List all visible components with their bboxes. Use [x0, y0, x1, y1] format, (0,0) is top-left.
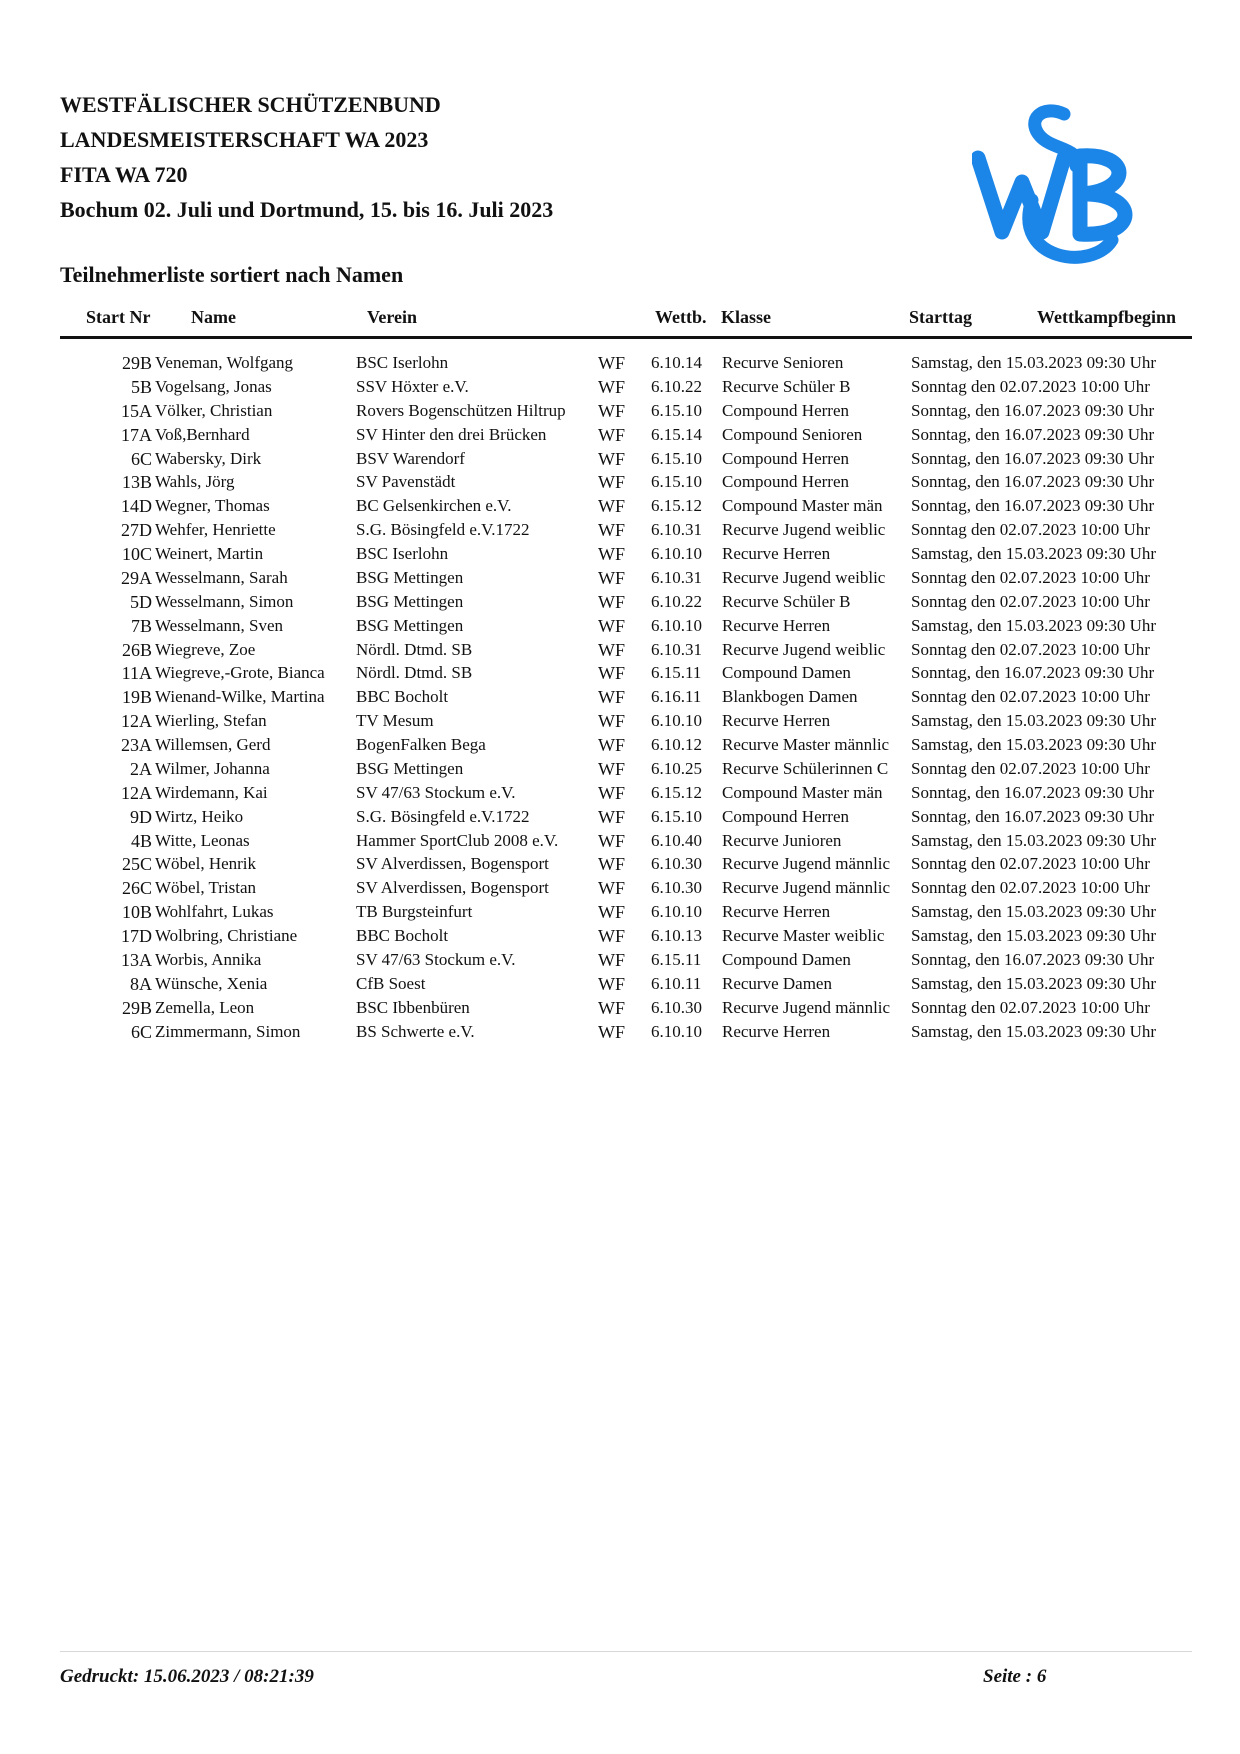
cell-wf: WF: [598, 735, 625, 755]
table-row: [0, 520, 1240, 544]
cell-wettb: 6.15.10: [651, 400, 702, 420]
cell-starttag: Sonntag, den 16.07.2023 09:30 Uhr: [911, 496, 1155, 516]
cell-verein: SV Alverdissen, Bogensport: [356, 854, 549, 874]
cell-wettb: 6.10.10: [651, 711, 702, 731]
cell-verein: BSG Mettingen: [356, 615, 464, 635]
cell-wettb: 6.15.12: [651, 782, 702, 802]
cell-wettb: 6.10.10: [651, 1021, 702, 1041]
cell-starttag: Samstag, den 15.03.2023 09:30 Uhr: [911, 711, 1157, 731]
cell-starttag: Sonntag den 02.07.2023 10:00 Uhr: [911, 639, 1150, 659]
cell-name: Wegner, Thomas: [155, 496, 270, 516]
printed-timestamp: Gedruckt: 15.06.2023 / 08:21:39: [60, 1666, 314, 1687]
cell-verein: SV Hinter den drei Brücken: [356, 424, 547, 444]
cell-start: 6C: [130, 448, 152, 469]
cell-klasse: Recurve Jugend weiblic: [722, 520, 886, 540]
cell-wettb: 6.10.12: [651, 735, 702, 754]
cell-klasse: Recurve Herren: [722, 615, 831, 635]
cell-verein: Nördl. Dtmd. SB: [356, 639, 473, 659]
cell-wettb: 6.10.30: [651, 878, 702, 898]
cell-verein: BBC Bocholt: [356, 687, 449, 707]
cell-name: Vogelsang, Jonas: [155, 376, 272, 396]
cell-start: 12A: [121, 711, 152, 732]
cell-wettb: 6.15.14: [651, 424, 702, 444]
cell-wettb: 6.10.10: [651, 615, 702, 635]
cell-verein: BSC Iserlohn: [356, 544, 449, 563]
cell-verein: SV 47/63 Stockum e.V.: [356, 782, 516, 802]
header-rule: [60, 336, 1192, 339]
cell-start: 11A: [121, 663, 152, 684]
table-row: [0, 425, 1240, 449]
cell-klasse: Compound Master män: [722, 782, 883, 802]
cell-wf: WF: [598, 758, 625, 779]
cell-start: 27D: [121, 520, 152, 541]
cell-name: Wesselmann, Sarah: [155, 567, 288, 587]
cell-name: Völker, Christian: [155, 400, 273, 420]
cell-name: Wiegreve, Zoe: [155, 639, 256, 659]
cell-start: 14D: [121, 496, 152, 517]
cell-verein: SV Alverdissen, Bogensport: [356, 878, 549, 898]
col-header-starttag: Starttag: [909, 307, 972, 327]
cell-start: 9D: [130, 806, 152, 827]
cell-name: Wahls, Jörg: [155, 472, 235, 492]
table-row: [0, 663, 1240, 687]
cell-start: 10C: [121, 544, 152, 564]
cell-start: 15A: [121, 400, 152, 421]
cell-name: Wesselmann, Simon: [155, 591, 294, 611]
cell-start: 5B: [130, 376, 152, 397]
cell-start: 10B: [121, 902, 152, 923]
cell-starttag: Sonntag, den 16.07.2023 09:30 Uhr: [911, 448, 1155, 468]
cell-wettb: 6.10.22: [651, 591, 702, 611]
cell-start: 26C: [121, 878, 152, 899]
cell-name: Zimmermann, Simon: [155, 1021, 301, 1041]
table-row: [0, 401, 1240, 425]
cell-verein: SV Pavenstädt: [356, 472, 456, 492]
cell-start: 19B: [121, 687, 152, 708]
cell-name: Wöbel, Tristan: [155, 878, 257, 898]
cell-verein: TB Burgsteinfurt: [356, 902, 473, 922]
cell-klasse: Compound Senioren: [722, 424, 863, 444]
cell-starttag: Sonntag, den 16.07.2023 09:30 Uhr: [911, 782, 1155, 802]
cell-name: Wolbring, Christiane: [155, 926, 298, 945]
cell-wf: WF: [598, 782, 625, 803]
table-row: [0, 544, 1240, 568]
cell-starttag: Sonntag den 02.07.2023 10:00 Uhr: [911, 878, 1150, 898]
cell-starttag: Sonntag den 02.07.2023 10:00 Uhr: [911, 687, 1150, 707]
cell-klasse: Compound Damen: [722, 663, 851, 683]
cell-verein: BogenFalken Bega: [356, 735, 486, 754]
cell-wf: WF: [598, 878, 625, 899]
cell-wf: WF: [598, 567, 625, 588]
cell-name: Wünsche, Xenia: [155, 973, 268, 993]
col-header-name: Name: [191, 307, 236, 327]
cell-wettb: 6.10.30: [651, 854, 702, 874]
cell-verein: SSV Höxter e.V.: [356, 376, 469, 396]
cell-wettb: 6.10.22: [651, 376, 702, 396]
cell-start: 26B: [121, 639, 152, 660]
table-row: [0, 377, 1240, 401]
cell-wettb: 6.15.12: [651, 496, 702, 516]
cell-name: Witte, Leonas: [155, 830, 250, 850]
cell-verein: BBC Bocholt: [356, 926, 449, 945]
title-venue-dates: Bochum 02. Juli und Dortmund, 15. bis 16. Juli 2023: [60, 197, 554, 222]
cell-wf: WF: [598, 973, 625, 994]
cell-wf: WF: [598, 806, 625, 827]
cell-name: Wilmer, Johanna: [155, 758, 270, 778]
cell-verein: BSC Iserlohn: [356, 353, 449, 372]
cell-name: Voß,Bernhard: [155, 424, 250, 444]
page-number: Seite : 6: [983, 1666, 1047, 1687]
col-header-start-nr: Start Nr: [86, 307, 151, 327]
cell-klasse: Recurve Jugend männlic: [722, 854, 891, 874]
cell-name: Wiegreve,-Grote, Bianca: [155, 663, 325, 683]
cell-wf: WF: [598, 520, 625, 541]
cell-klasse: Recurve Herren: [722, 544, 831, 563]
col-header-klasse: Klasse: [721, 307, 772, 327]
cell-wettb: 6.10.31: [651, 520, 702, 540]
cell-name: Wöbel, Henrik: [155, 854, 257, 874]
cell-klasse: Compound Damen: [722, 949, 851, 969]
table-row: [0, 878, 1240, 902]
cell-wettb: 6.10.25: [651, 758, 702, 778]
cell-starttag: Samstag, den 15.03.2023 09:30 Uhr: [911, 353, 1157, 372]
cell-klasse: Compound Herren: [722, 400, 850, 420]
cell-klasse: Recurve Senioren: [722, 353, 844, 372]
participant-table: [0, 353, 1240, 1045]
cell-wf: WF: [598, 400, 625, 421]
table-row: [0, 568, 1240, 592]
cell-klasse: Recurve Junioren: [722, 830, 842, 850]
cell-starttag: Sonntag, den 16.07.2023 09:30 Uhr: [911, 949, 1155, 969]
cell-klasse: Compound Herren: [722, 472, 850, 492]
cell-start: 13B: [121, 472, 152, 493]
cell-starttag: Samstag, den 15.03.2023 09:30 Uhr: [911, 830, 1157, 850]
cell-name: Worbis, Annika: [155, 949, 262, 969]
cell-wf: WF: [598, 949, 625, 970]
table-row: [0, 854, 1240, 878]
cell-wettb: 6.10.31: [651, 567, 702, 587]
cell-verein: TV Mesum: [356, 711, 434, 731]
title-federation: WESTFÄLISCHER SCHÜTZENBUND: [60, 92, 441, 117]
cell-start: 12A: [121, 782, 152, 803]
cell-wf: WF: [598, 448, 625, 469]
cell-start: 7B: [130, 615, 152, 636]
table-row: [0, 711, 1240, 735]
col-header-wettkampfbeginn: Wettkampfbeginn: [1037, 307, 1177, 327]
cell-wettb: 6.10.30: [651, 997, 702, 1017]
cell-wf: WF: [598, 711, 625, 732]
cell-starttag: Sonntag den 02.07.2023 10:00 Uhr: [911, 591, 1150, 611]
table-row: [0, 759, 1240, 783]
cell-wettb: 6.10.14: [651, 353, 702, 372]
cell-starttag: Samstag, den 15.03.2023 09:30 Uhr: [911, 615, 1157, 635]
cell-klasse: Recurve Schüler B: [722, 591, 851, 611]
cell-wf: WF: [598, 353, 625, 373]
cell-starttag: Sonntag den 02.07.2023 10:00 Uhr: [911, 376, 1150, 396]
cell-wf: WF: [598, 854, 625, 875]
cell-start: 23A: [121, 735, 152, 755]
table-row: [0, 998, 1240, 1022]
cell-klasse: Compound Master män: [722, 496, 883, 516]
cell-verein: S.G. Bösingfeld e.V.1722: [356, 520, 530, 540]
table-row: [0, 353, 1240, 377]
cell-klasse: Recurve Schülerinnen C: [722, 758, 889, 778]
cell-name: Wohlfahrt, Lukas: [155, 902, 274, 922]
cell-starttag: Samstag, den 15.03.2023 09:30 Uhr: [911, 902, 1157, 922]
cell-name: Weinert, Martin: [155, 544, 264, 563]
cell-wf: WF: [598, 997, 625, 1018]
cell-wettb: 6.15.10: [651, 806, 702, 826]
cell-start: 8A: [130, 973, 152, 994]
cell-starttag: Samstag, den 15.03.2023 09:30 Uhr: [911, 1021, 1157, 1041]
cell-starttag: Sonntag, den 16.07.2023 09:30 Uhr: [911, 663, 1155, 683]
cell-start: 29A: [121, 567, 152, 588]
cell-klasse: Recurve Master männlic: [722, 735, 890, 754]
cell-wf: WF: [598, 472, 625, 493]
cell-klasse: Recurve Herren: [722, 711, 831, 731]
table-row: [0, 687, 1240, 711]
cell-verein: S.G. Bösingfeld e.V.1722: [356, 806, 530, 826]
cell-name: Wehfer, Henriette: [155, 520, 276, 540]
table-row: [0, 974, 1240, 998]
cell-name: Zemella, Leon: [155, 997, 255, 1017]
table-row: [0, 735, 1240, 759]
cell-klasse: Recurve Herren: [722, 902, 831, 922]
cell-klasse: Recurve Damen: [722, 973, 832, 993]
cell-name: Wirtz, Heiko: [155, 806, 244, 826]
cell-klasse: Recurve Jugend männlic: [722, 997, 891, 1017]
cell-starttag: Samstag, den 15.03.2023 09:30 Uhr: [911, 973, 1157, 993]
cell-wf: WF: [598, 687, 625, 708]
table-row: [0, 950, 1240, 974]
cell-wettb: 6.10.10: [651, 544, 702, 563]
col-header-verein: Verein: [367, 307, 418, 327]
cell-verein: BSC Ibbenbüren: [356, 997, 470, 1017]
cell-verein: SV 47/63 Stockum e.V.: [356, 949, 516, 969]
cell-start: 4B: [130, 830, 152, 851]
cell-klasse: Blankbogen Damen: [722, 687, 858, 707]
cell-wf: WF: [598, 639, 625, 660]
cell-start: 13A: [121, 949, 152, 970]
cell-wf: WF: [598, 591, 625, 612]
list-subtitle: Teilnehmerliste sortiert nach Namen: [60, 262, 404, 287]
cell-verein: Hammer SportClub 2008 e.V.: [356, 830, 559, 850]
cell-wf: WF: [598, 376, 625, 397]
cell-name: Wabersky, Dirk: [155, 448, 262, 468]
cell-klasse: Recurve Master weiblic: [722, 926, 885, 945]
cell-klasse: Recurve Herren: [722, 1021, 831, 1041]
table-row: [0, 807, 1240, 831]
cell-verein: Nördl. Dtmd. SB: [356, 663, 473, 683]
cell-starttag: Samstag, den 15.03.2023 09:30 Uhr: [911, 735, 1157, 754]
cell-name: Veneman, Wolfgang: [155, 353, 294, 372]
table-row: [0, 831, 1240, 855]
cell-wettb: 6.10.13: [651, 926, 702, 945]
cell-starttag: Sonntag den 02.07.2023 10:00 Uhr: [911, 997, 1150, 1017]
cell-starttag: Samstag, den 15.03.2023 09:30 Uhr: [911, 926, 1157, 945]
cell-wettb: 6.16.11: [651, 687, 702, 707]
cell-start: 5D: [130, 591, 152, 612]
table-row: [0, 616, 1240, 640]
cell-start: 6C: [130, 1021, 152, 1042]
cell-starttag: Sonntag den 02.07.2023 10:00 Uhr: [911, 758, 1150, 778]
cell-name: Wierling, Stefan: [155, 711, 267, 731]
cell-start: 29B: [121, 353, 152, 373]
cell-start: 29B: [121, 997, 152, 1018]
table-row: [0, 902, 1240, 926]
wsb-logo: [972, 100, 1152, 270]
table-row: [0, 1022, 1240, 1046]
cell-wf: WF: [598, 544, 625, 564]
cell-wettb: 6.10.40: [651, 830, 702, 850]
cell-starttag: Sonntag, den 16.07.2023 09:30 Uhr: [911, 400, 1155, 420]
cell-starttag: Sonntag den 02.07.2023 10:00 Uhr: [911, 567, 1150, 587]
cell-wf: WF: [598, 926, 625, 946]
table-row: [0, 783, 1240, 807]
cell-start: 17D: [121, 926, 152, 946]
cell-wettb: 6.15.10: [651, 472, 702, 492]
cell-wf: WF: [598, 496, 625, 517]
cell-klasse: Compound Herren: [722, 448, 850, 468]
table-row: [0, 926, 1240, 950]
cell-wf: WF: [598, 615, 625, 636]
title-championship: LANDESMEISTERSCHAFT WA 2023: [60, 127, 429, 152]
cell-verein: BS Schwerte e.V.: [356, 1021, 475, 1041]
cell-wettb: 6.15.10: [651, 448, 702, 468]
cell-wettb: 6.10.11: [651, 973, 702, 993]
cell-klasse: Recurve Schüler B: [722, 376, 851, 396]
table-row: [0, 496, 1240, 520]
cell-wettb: 6.10.31: [651, 639, 702, 659]
cell-starttag: Sonntag den 02.07.2023 10:00 Uhr: [911, 854, 1150, 874]
table-row: [0, 472, 1240, 496]
cell-klasse: Compound Herren: [722, 806, 850, 826]
footer-rule: [60, 1651, 1192, 1652]
cell-name: Wesselmann, Sven: [155, 615, 283, 635]
table-row: [0, 640, 1240, 664]
cell-wettb: 6.15.11: [651, 949, 702, 969]
cell-verein: BSV Warendorf: [356, 448, 465, 468]
cell-name: Wienand-Wilke, Martina: [155, 687, 325, 707]
cell-starttag: Sonntag, den 16.07.2023 09:30 Uhr: [911, 806, 1155, 826]
cell-klasse: Recurve Jugend weiblic: [722, 639, 886, 659]
title-discipline: FITA WA 720: [60, 162, 188, 187]
cell-wettb: 6.15.11: [651, 663, 702, 683]
cell-verein: Rovers Bogenschützen Hiltrup: [356, 400, 566, 420]
cell-klasse: Recurve Jugend weiblic: [722, 567, 886, 587]
cell-wf: WF: [598, 902, 625, 923]
cell-starttag: Sonntag, den 16.07.2023 09:30 Uhr: [911, 472, 1155, 492]
cell-wf: WF: [598, 830, 625, 851]
cell-name: Willemsen, Gerd: [155, 735, 271, 754]
cell-start: 2A: [130, 758, 152, 779]
table-row: [0, 592, 1240, 616]
cell-klasse: Recurve Jugend männlic: [722, 878, 891, 898]
cell-verein: CfB Soest: [356, 973, 426, 993]
cell-starttag: Samstag, den 15.03.2023 09:30 Uhr: [911, 544, 1157, 563]
cell-verein: BSG Mettingen: [356, 591, 464, 611]
cell-wf: WF: [598, 424, 625, 445]
cell-wettb: 6.10.10: [651, 902, 702, 922]
cell-wf: WF: [598, 1021, 625, 1042]
cell-wf: WF: [598, 663, 625, 684]
cell-verein: BC Gelsenkirchen e.V.: [356, 496, 512, 516]
cell-verein: BSG Mettingen: [356, 758, 464, 778]
cell-starttag: Sonntag den 02.07.2023 10:00 Uhr: [911, 520, 1150, 540]
cell-name: Wirdemann, Kai: [155, 782, 268, 802]
table-row: [0, 449, 1240, 473]
cell-start: 17A: [121, 424, 152, 445]
cell-start: 25C: [121, 854, 152, 875]
col-header-wettb: Wettb.: [655, 307, 707, 327]
cell-verein: BSG Mettingen: [356, 567, 464, 587]
cell-starttag: Sonntag, den 16.07.2023 09:30 Uhr: [911, 424, 1155, 444]
